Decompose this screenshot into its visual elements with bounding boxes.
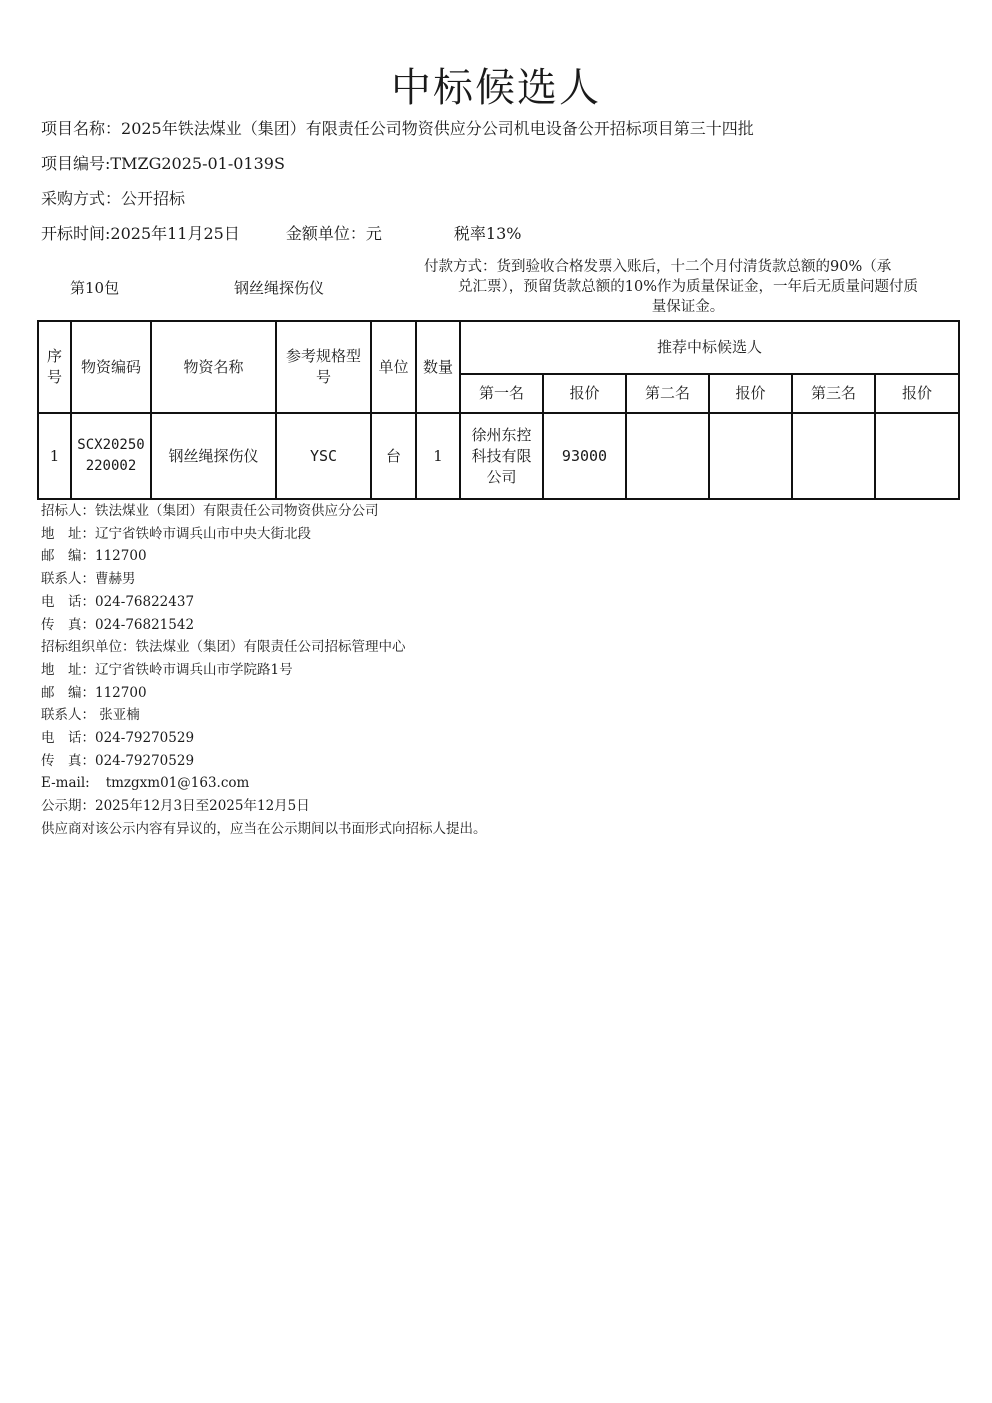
page-title: 中标候选人 bbox=[391, 65, 601, 111]
header-price-2: 报价 bbox=[709, 374, 792, 413]
cell-second bbox=[626, 413, 709, 499]
payment-terms-line-2: 兑汇票），预留货款总额的10%作为质量保证金，一年后无质量问题付质 bbox=[458, 279, 918, 295]
payment-terms bbox=[424, 257, 952, 317]
agency-contact-line bbox=[41, 704, 487, 727]
candidate-table bbox=[37, 320, 960, 500]
header-recommend: 推荐中标候选人 bbox=[460, 321, 959, 374]
tenderer-fax: 024-76821542 bbox=[95, 616, 195, 633]
tenderer-postcode-line bbox=[41, 545, 487, 568]
cell-price-3 bbox=[875, 413, 959, 499]
agency-name-label: 招标组织单位： bbox=[41, 639, 136, 656]
tenderer-postcode-label: 邮 编： bbox=[41, 548, 95, 565]
objection-notice: 供应商对该公示内容有异议的，应当在公示期间以书面形式向招标人提出。 bbox=[41, 820, 487, 837]
cell-qty: 1 bbox=[416, 413, 460, 499]
agency-phone-line bbox=[41, 727, 487, 750]
cell-code: SCX20250220002 bbox=[71, 413, 151, 499]
package-number: 第10包 bbox=[70, 279, 120, 297]
cell-seq: 1 bbox=[38, 413, 71, 499]
agency-phone-label: 电 话： bbox=[41, 730, 95, 747]
agency-phone: 024-79270529 bbox=[95, 730, 195, 747]
agency-address-label: 地 址： bbox=[41, 661, 95, 678]
notice-period-line bbox=[41, 795, 487, 818]
tenderer-fax-label: 传 真： bbox=[41, 616, 95, 633]
header-unit: 单位 bbox=[371, 321, 416, 413]
header-name: 物资名称 bbox=[151, 321, 276, 413]
header-price-3: 报价 bbox=[875, 374, 959, 413]
tenderer-contact-label: 联系人： bbox=[41, 571, 95, 588]
project-number-label: 项目编号: bbox=[41, 154, 111, 173]
tenderer-phone-line bbox=[41, 591, 487, 614]
agency-contact: 张亚楠 bbox=[95, 707, 140, 724]
currency: 元 bbox=[365, 224, 382, 243]
agency-email-label: E-mail: bbox=[41, 775, 90, 792]
header-code: 物资编码 bbox=[71, 321, 151, 413]
agency-address: 辽宁省铁岭市调兵山市学院路1号 bbox=[95, 661, 293, 678]
agency-name: 铁法煤业（集团）有限责任公司招标管理中心 bbox=[135, 639, 406, 656]
tenderer-contact: 曹赫男 bbox=[95, 571, 136, 588]
currency-label: 金额单位： bbox=[285, 224, 366, 243]
cell-spec: YSC bbox=[276, 413, 371, 499]
agency-fax-label: 传 真： bbox=[41, 752, 95, 769]
agency-fax: 024-79270529 bbox=[95, 752, 195, 769]
cell-price-2 bbox=[709, 413, 792, 499]
agency-postcode-line bbox=[41, 682, 487, 705]
header-qty: 数量 bbox=[416, 321, 460, 413]
tenderer-name-line bbox=[41, 500, 487, 523]
tenderer-contact-line bbox=[41, 568, 487, 591]
agency-postcode-label: 邮 编： bbox=[41, 684, 95, 701]
cell-unit: 台 bbox=[371, 413, 416, 499]
header-seq: 序号 bbox=[38, 321, 71, 413]
header-second: 第二名 bbox=[626, 374, 709, 413]
agency-address-line bbox=[41, 659, 487, 682]
project-number: TMZG2025-01-0139S bbox=[110, 154, 285, 173]
header-first: 第一名 bbox=[460, 374, 543, 413]
tenderer-address: 辽宁省铁岭市调兵山市中央大街北段 bbox=[95, 525, 311, 542]
payment-terms-line-3: 量保证金。 bbox=[651, 299, 725, 315]
notice-period: 2025年12月3日至2025年12月5日 bbox=[95, 798, 310, 815]
payment-terms-line-1: 付款方式：货到验收合格发票入账后，十二个月付清货款总额的90%（承 bbox=[424, 259, 892, 275]
cell-price-1: 93000 bbox=[543, 413, 626, 499]
procurement-method-line bbox=[41, 188, 185, 210]
tenderer-name-label: 招标人： bbox=[41, 503, 95, 519]
header-spec: 参考规格型号 bbox=[276, 321, 371, 413]
project-name-line bbox=[41, 118, 754, 140]
tenderer-address-label: 地 址： bbox=[41, 525, 95, 542]
package-name: 钢丝绳探伤仪 bbox=[234, 279, 325, 297]
procurement-method: 公开招标 bbox=[121, 189, 186, 208]
table-header-row bbox=[38, 321, 959, 374]
agency-name-line bbox=[41, 636, 487, 659]
table-row bbox=[38, 413, 959, 499]
agency-fax-line bbox=[41, 750, 487, 773]
header-third: 第三名 bbox=[792, 374, 875, 413]
cell-name: 钢丝绳探伤仪 bbox=[151, 413, 276, 499]
contact-info bbox=[41, 500, 487, 841]
project-name: 2025年铁法煤业（集团）有限责任公司物资供应分公司机电设备公开招标项目第三十四批 bbox=[121, 119, 754, 138]
project-name-label: 项目名称： bbox=[41, 119, 122, 138]
tenderer-phone: 024-76822437 bbox=[95, 593, 195, 610]
cell-first: 徐州东控科技有限公司 bbox=[460, 413, 543, 499]
header-price-1: 报价 bbox=[543, 374, 626, 413]
open-time-line bbox=[41, 223, 521, 245]
agency-contact-label: 联系人： bbox=[41, 707, 95, 724]
project-number-line bbox=[41, 153, 285, 175]
tax-rate: 税率13% bbox=[453, 224, 522, 243]
tenderer-phone-label: 电 话： bbox=[41, 593, 95, 610]
agency-email-line bbox=[41, 772, 487, 795]
cell-third bbox=[792, 413, 875, 499]
agency-email[interactable]: tmzgxm01@163.com bbox=[105, 775, 250, 792]
open-time-label: 开标时间: bbox=[41, 224, 111, 243]
open-time: 2025年11月25日 bbox=[110, 224, 240, 243]
tenderer-fax-line bbox=[41, 614, 487, 637]
procurement-method-label: 采购方式： bbox=[41, 189, 122, 208]
agency-postcode: 112700 bbox=[95, 684, 147, 701]
tenderer-name: 铁法煤业（集团）有限责任公司物资供应分公司 bbox=[95, 503, 379, 519]
tenderer-postcode: 112700 bbox=[95, 548, 147, 565]
notice-period-label: 公示期： bbox=[41, 798, 95, 815]
tenderer-address-line bbox=[41, 523, 487, 546]
